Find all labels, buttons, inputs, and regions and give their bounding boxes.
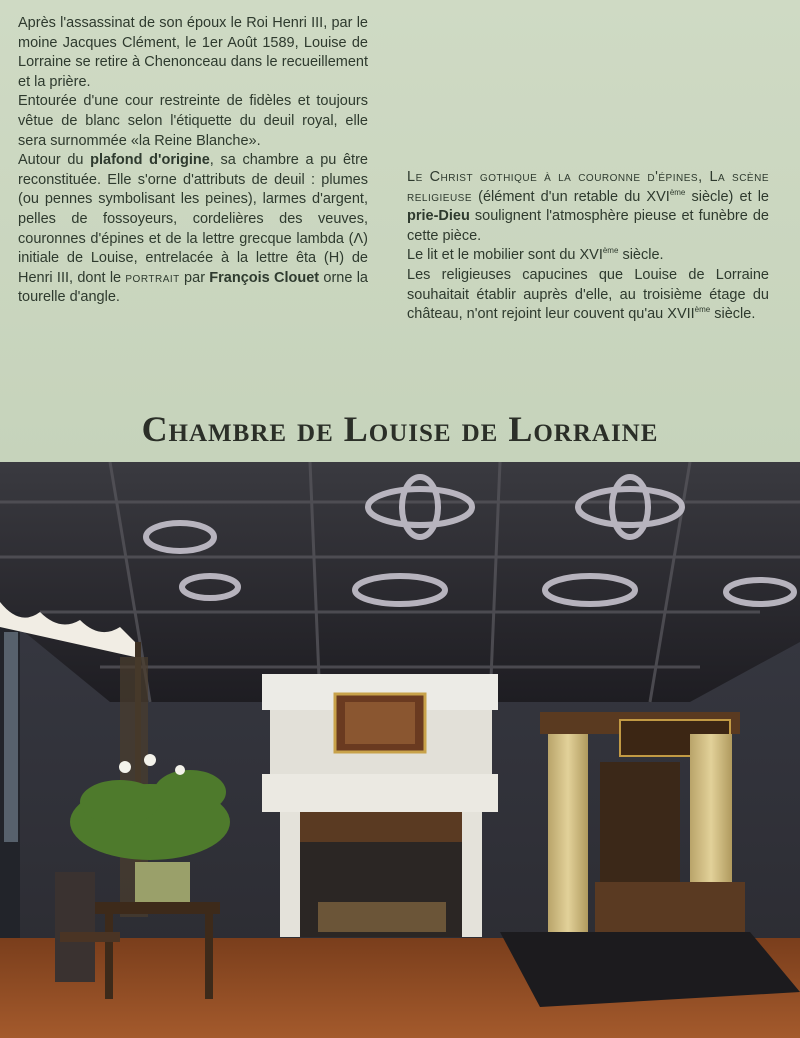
room-photograph xyxy=(0,462,800,1038)
text-run: siècle. xyxy=(710,306,756,323)
superscript: ème xyxy=(602,246,619,256)
right-paragraph-2 xyxy=(407,246,769,266)
right-text-column xyxy=(407,168,769,325)
text-run: Le lit et le mobilier sont du XVI xyxy=(407,247,603,264)
superscript: ème xyxy=(669,187,686,197)
left-paragraph-3 xyxy=(18,151,368,308)
emphasis-ceiling: plafond d'origine xyxy=(90,152,210,169)
page-heading: Chambre de Louise de Lorraine xyxy=(141,409,659,449)
emphasis-portrait: portrait xyxy=(125,269,180,286)
left-paragraph-2: Entourée d'une cour restreinte de fidèles et toujours vêtue de blanc selon l'étiquette du deuil royal, elle sera surnommée «la Reine Blanche». xyxy=(18,93,368,149)
emphasis-prie-dieu: prie-Dieu xyxy=(407,208,470,225)
text-run: siècle) et le xyxy=(685,188,769,205)
text-run: soulignent l'atmosphère pieuse et funèbre de cette pièce. xyxy=(407,208,769,244)
superscript: ème xyxy=(694,305,711,315)
text-run: Autour du xyxy=(18,152,91,169)
text-run: par xyxy=(179,269,210,286)
right-paragraph-1 xyxy=(407,168,769,246)
text-run: (élément d'un retable du XVI xyxy=(472,188,670,205)
emphasis-artworks: Le Christ gothique à la couronne d'épines, La scène religieuse xyxy=(407,169,769,205)
text-run: Les religieuses capucines que Louise de Lorraine souhaitait établir auprès d'elle, au troisième étage du château, n'ont rejoint leur couvent qu'au XVII xyxy=(407,266,769,323)
text-run: , sa chambre a pu être reconstituée. Elle s'orne d'attributs de deuil : plumes (ou pennes symbolisant les peines), larmes d'argent, pelles de fossoyeurs, cordelières des veuves, couronnes d'épines et de la lettre grecque lambda (Λ) initiale de Louise, entrelacée à la lettre êta (H) de Henri III, dont le xyxy=(18,152,368,286)
text-run: orne la tourelle d'angle. xyxy=(18,269,368,306)
text-run: siècle. xyxy=(618,247,664,264)
right-paragraph-3 xyxy=(407,266,769,325)
left-text-column xyxy=(18,14,368,308)
left-paragraph-1: Après l'assassinat de son époux le Roi Henri III, par le moine Jacques Clément, le 1er Août 1589, Louise de Lorraine se retire à Chenonceau dans le recueillement et la prière. xyxy=(18,15,368,90)
emphasis-painter: François Clouet xyxy=(209,269,320,286)
